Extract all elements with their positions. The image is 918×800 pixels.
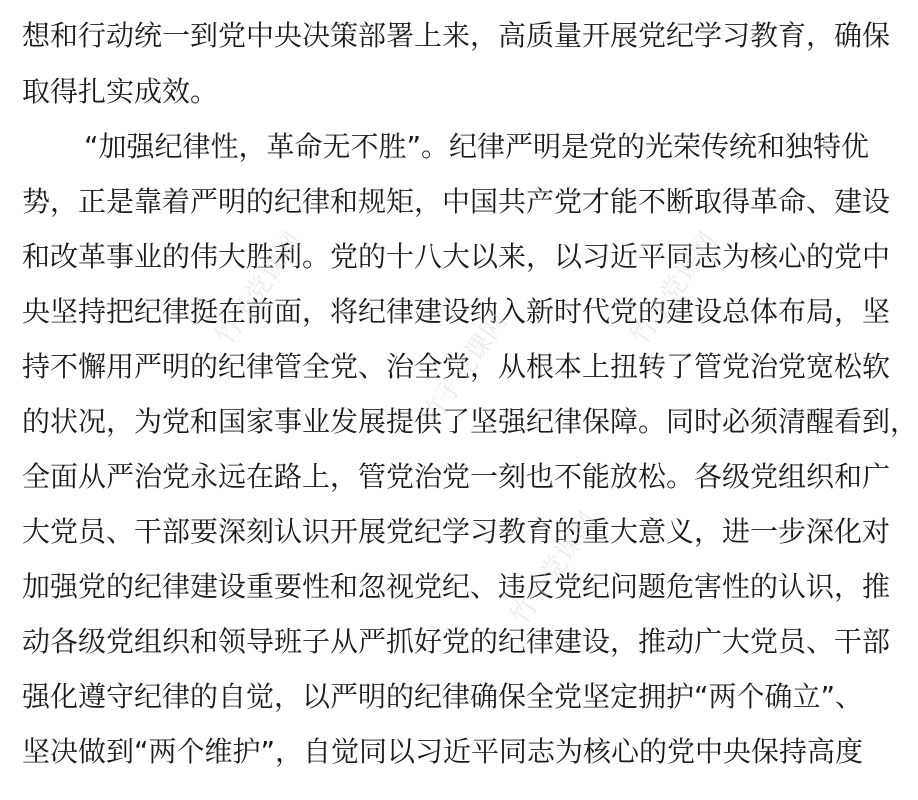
text-line-4: 势，正是靠着严明的纪律和规矩，中国共产党才能不断取得革命、建设 xyxy=(22,185,891,218)
text-line-11: 加强党的纪律建设重要性和忽视党纪、违反党纪问题危害性的认识，推 xyxy=(22,570,891,603)
text-line-14: 坚决做到“两个维护”，自觉同以习近平同志为核心的党中央保持高度 xyxy=(22,735,864,768)
text-line-3: “加强纪律性，革命无不胜”。纪律严明是党的光荣传统和独特优 xyxy=(84,130,870,163)
text-line-5: 和改革事业的伟大胜利。党的十八大以来，以习近平同志为核心的党中 xyxy=(22,240,891,273)
text-line-10: 大党员、干部要深刻认识开展党纪学习教育的重大意义，进一步深化对 xyxy=(22,515,891,548)
text-line-8: 的状况，为党和国家事业发展提供了坚强纪律保障。同时必须清醒看到， xyxy=(22,405,918,438)
text-line-13: 强化遵守纪律的自觉，以严明的纪律确保全党坚定拥护“两个确立”、 xyxy=(22,680,864,713)
text-line-2: 取得扎实成效。 xyxy=(22,75,219,108)
watermark-4: 竹子党课网 xyxy=(504,506,605,631)
text-line-7: 持不懈用严明的纪律管全党、治全党，从根本上扭转了管党治党宽松软 xyxy=(22,350,891,383)
watermark-2: 竹子党课网 xyxy=(414,306,515,431)
text-line-6: 央坚持把纪律挺在前面，将纪律建设纳入新时代党的建设总体布局，坚 xyxy=(22,295,891,328)
watermark-3: 竹子党课网 xyxy=(624,226,725,351)
watermark-1: 竹子党课网 xyxy=(209,226,310,351)
text-line-9: 全面从严治党永远在路上，管党治党一刻也不能放松。各级党组织和广 xyxy=(22,460,891,493)
text-line-1: 想和行动统一到党中央决策部署上来，高质量开展党纪学习教育，确保 xyxy=(22,19,891,52)
text-line-12: 动各级党组织和领导班子从严抓好党的纪律建设，推动广大党员、干部 xyxy=(22,625,891,658)
